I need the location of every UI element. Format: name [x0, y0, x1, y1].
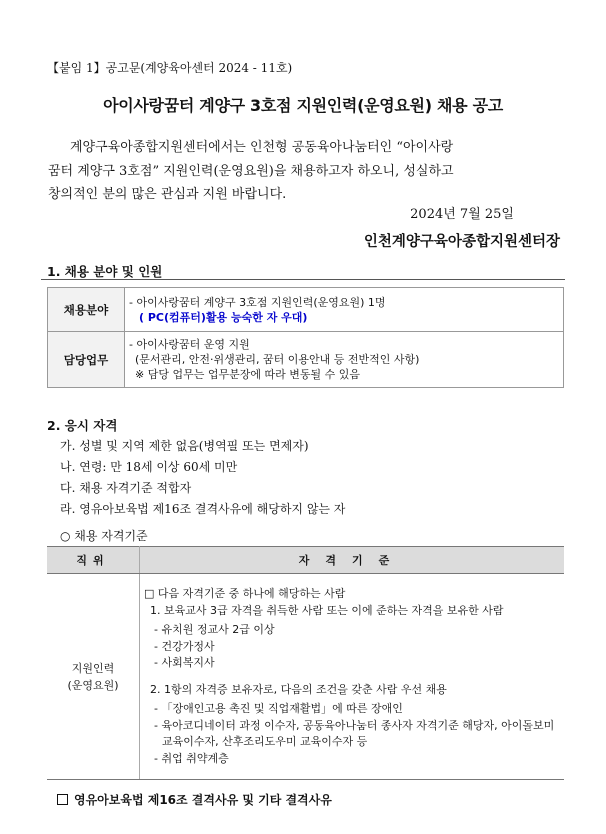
table-header-row — [47, 547, 564, 574]
section-1-divider — [41, 279, 565, 280]
criteria-item-2: 2. 1항의 자격증 보유자로, 다음의 조건을 갖춘 사람 우선 채용 — [150, 682, 447, 696]
square-bullet-icon — [57, 794, 68, 805]
role-cell — [47, 574, 140, 780]
criteria-sub-item: - 사회복지사 — [154, 656, 215, 669]
role-title: 지원인력 — [71, 661, 115, 675]
criteria-sub-item-continued: 교육이수자, 산후조리도우미 교육이수자 등 — [162, 735, 368, 748]
column-header-role: 직위 — [47, 547, 140, 574]
criteria-sub-item: - 취업 취약계층 — [154, 751, 229, 765]
criteria-sub-item: - 「장애인고용 촉진 및 직업재활법」에 따른 장애인 — [154, 702, 403, 715]
recruitment-table — [47, 287, 564, 388]
intro-line-3: 창의적인 분의 많은 관심과 지원 바랍니다. — [48, 187, 287, 202]
criteria-sub-item: - 건강가정사 — [154, 639, 215, 653]
criteria-item-1: 1. 보육교사 3급 자격을 취득한 사람 또는 이에 준하는 자격을 보유한 사람 — [150, 603, 504, 617]
row-label-field: 채용분야 — [48, 288, 125, 332]
table-row — [48, 288, 564, 332]
duty-note: ※ 담당 업무는 업무분장에 따라 변동될 수 있음 — [135, 368, 360, 381]
criteria-intro: □ 다음 자격기준 중 하나에 해당하는 사람 — [144, 587, 346, 600]
attachment-label: 【붙임 1】공고문(계양육아센터 2024 - 11호) — [47, 61, 293, 75]
row-content-duties — [125, 332, 564, 388]
qualification-item: 라. 영유아보육법 제16조 결격사유에 해당하지 않는 자 — [60, 502, 346, 516]
disqualification-heading-text: 영유아보육법 제16조 결격사유 및 기타 결격사유 — [74, 793, 332, 807]
organization-name: 인천계양구육아종합지원센터장 — [363, 233, 560, 250]
field-line: - 아이사랑꿈터 계양구 3호점 지원인력(운영요원) 1명 — [129, 295, 386, 309]
table-row — [47, 574, 564, 780]
criteria-table — [47, 546, 564, 780]
criteria-sub-item: - 유치원 정교사 2급 이상 — [154, 623, 275, 636]
duty-line: - 아이사랑꿈터 운영 지원 — [129, 338, 250, 351]
qualification-item: 가. 성별 및 지역 제한 없음(병역필 또는 면제자) — [60, 439, 309, 453]
criteria-label: ○ 채용 자격기준 — [60, 529, 148, 543]
section-1-heading: 1. 채용 분야 및 인원 — [47, 264, 163, 279]
qualification-item: 다. 채용 자격기준 적합자 — [60, 481, 192, 495]
disqualification-heading — [57, 791, 332, 808]
row-content-field — [125, 288, 564, 332]
column-header-criteria: 자격기준 — [140, 547, 565, 574]
preferred-note: ( PC(컴퓨터)활용 능숙한 자 우대) — [139, 310, 308, 324]
table-row — [48, 332, 564, 388]
row-label-duties: 담당업무 — [48, 332, 125, 388]
intro-line-1: 계양구육아종합지원센터에서는 인천형 공동육아나눔터인 “아이사랑 — [70, 140, 454, 155]
section-2-heading: 2. 응시 자격 — [47, 418, 118, 433]
criteria-sub-item: - 육아코디네이터 과정 이수자, 공동육아나눔터 종사자 자격기준 해당자, 아이돌보미 — [154, 718, 555, 732]
role-subtitle: (운영요원) — [67, 678, 119, 692]
criteria-cell — [140, 574, 565, 780]
intro-line-2: 꿈터 계양구 3호점” 지원인력(운영요원)을 채용하고자 하오니, 성실하고 — [48, 164, 454, 179]
announcement-date: 2024년 7월 25일 — [410, 207, 514, 222]
qualification-item: 나. 연령: 만 18세 이상 60세 미만 — [60, 460, 238, 474]
duty-line: (문서관리, 안전·위생관리, 꿈터 이용안내 등 전반적인 사항) — [135, 353, 420, 366]
page-title: 아이사랑꿈터 계양구 3호점 지원인력(운영요원) 채용 공고 — [103, 96, 503, 115]
